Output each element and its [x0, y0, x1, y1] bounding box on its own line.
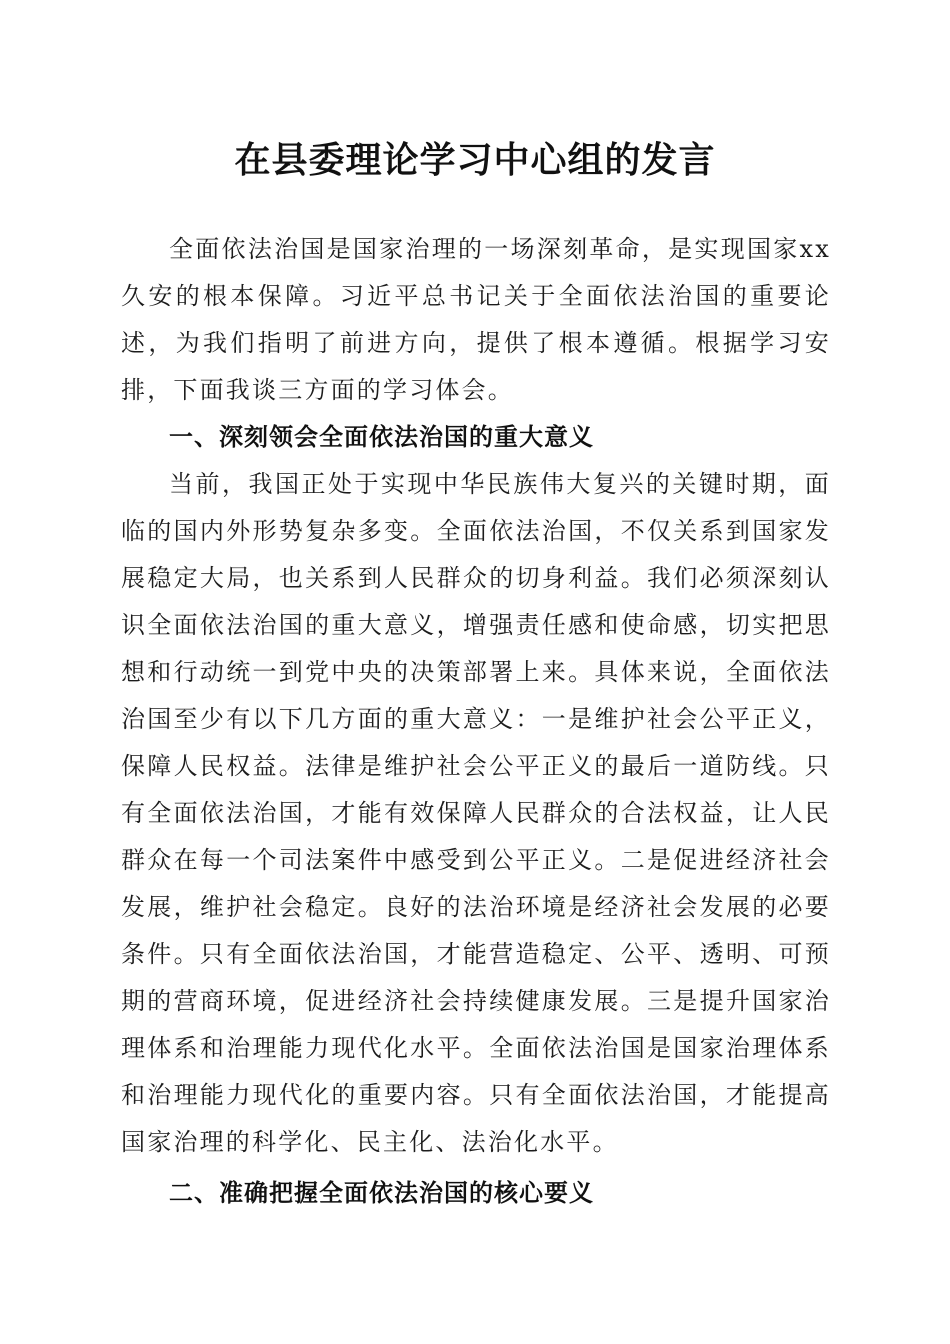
section-1-paragraph: 当前，我国正处于实现中华民族伟大复兴的关键时期，面临的国内外形势复杂多变。全面依法治国，不仅关系到国家发展稳定大局，也关系到人民群众的切身利益。我们必须深刻认识全面依法治国的重大意义，增强责任感和使命感，切实把思想和行动统一到党中央的决策部署上来。具体来说，全面依法治国至少有以下几方面的重大意义：一是维护社会公平正义，保障人民权益。法律是维护社会公平正义的最后一道防线。只有全面依法治国，才能有效保障人民群众的合法权益，让人民群众在每一个司法案件中感受到公平正义。二是促进经济社会发展，维护社会稳定。良好的法治环境是经济社会发展的必要条件。只有全面依法治国，才能营造稳定、公平、透明、可预期的营商环境，促进经济社会持续健康发展。三是提升国家治理体系和治理能力现代化水平。全面依法治国是国家治理体系和治理能力现代化的重要内容。只有全面依法治国，才能提高国家治理的科学化、民主化、法治化水平。 [121, 470, 831, 1156]
document-title: 在县委理论学习中心组的发言 [234, 139, 716, 181]
section-2-heading: 二、准确把握全面依法治国的核心要义 [169, 1179, 594, 1207]
intro-paragraph: 全面依法治国是国家治理的一场深刻革命，是实现国家xx久安的根本保障。习近平总书记关于全面依法治国的重要论述，为我们指明了前进方向，提供了根本遵循。根据学习安排，下面我谈三方面的学习体会。 [121, 235, 831, 404]
document-body [121, 226, 831, 1217]
section-1-heading: 一、深刻领会全面依法治国的重大意义 [169, 423, 594, 451]
